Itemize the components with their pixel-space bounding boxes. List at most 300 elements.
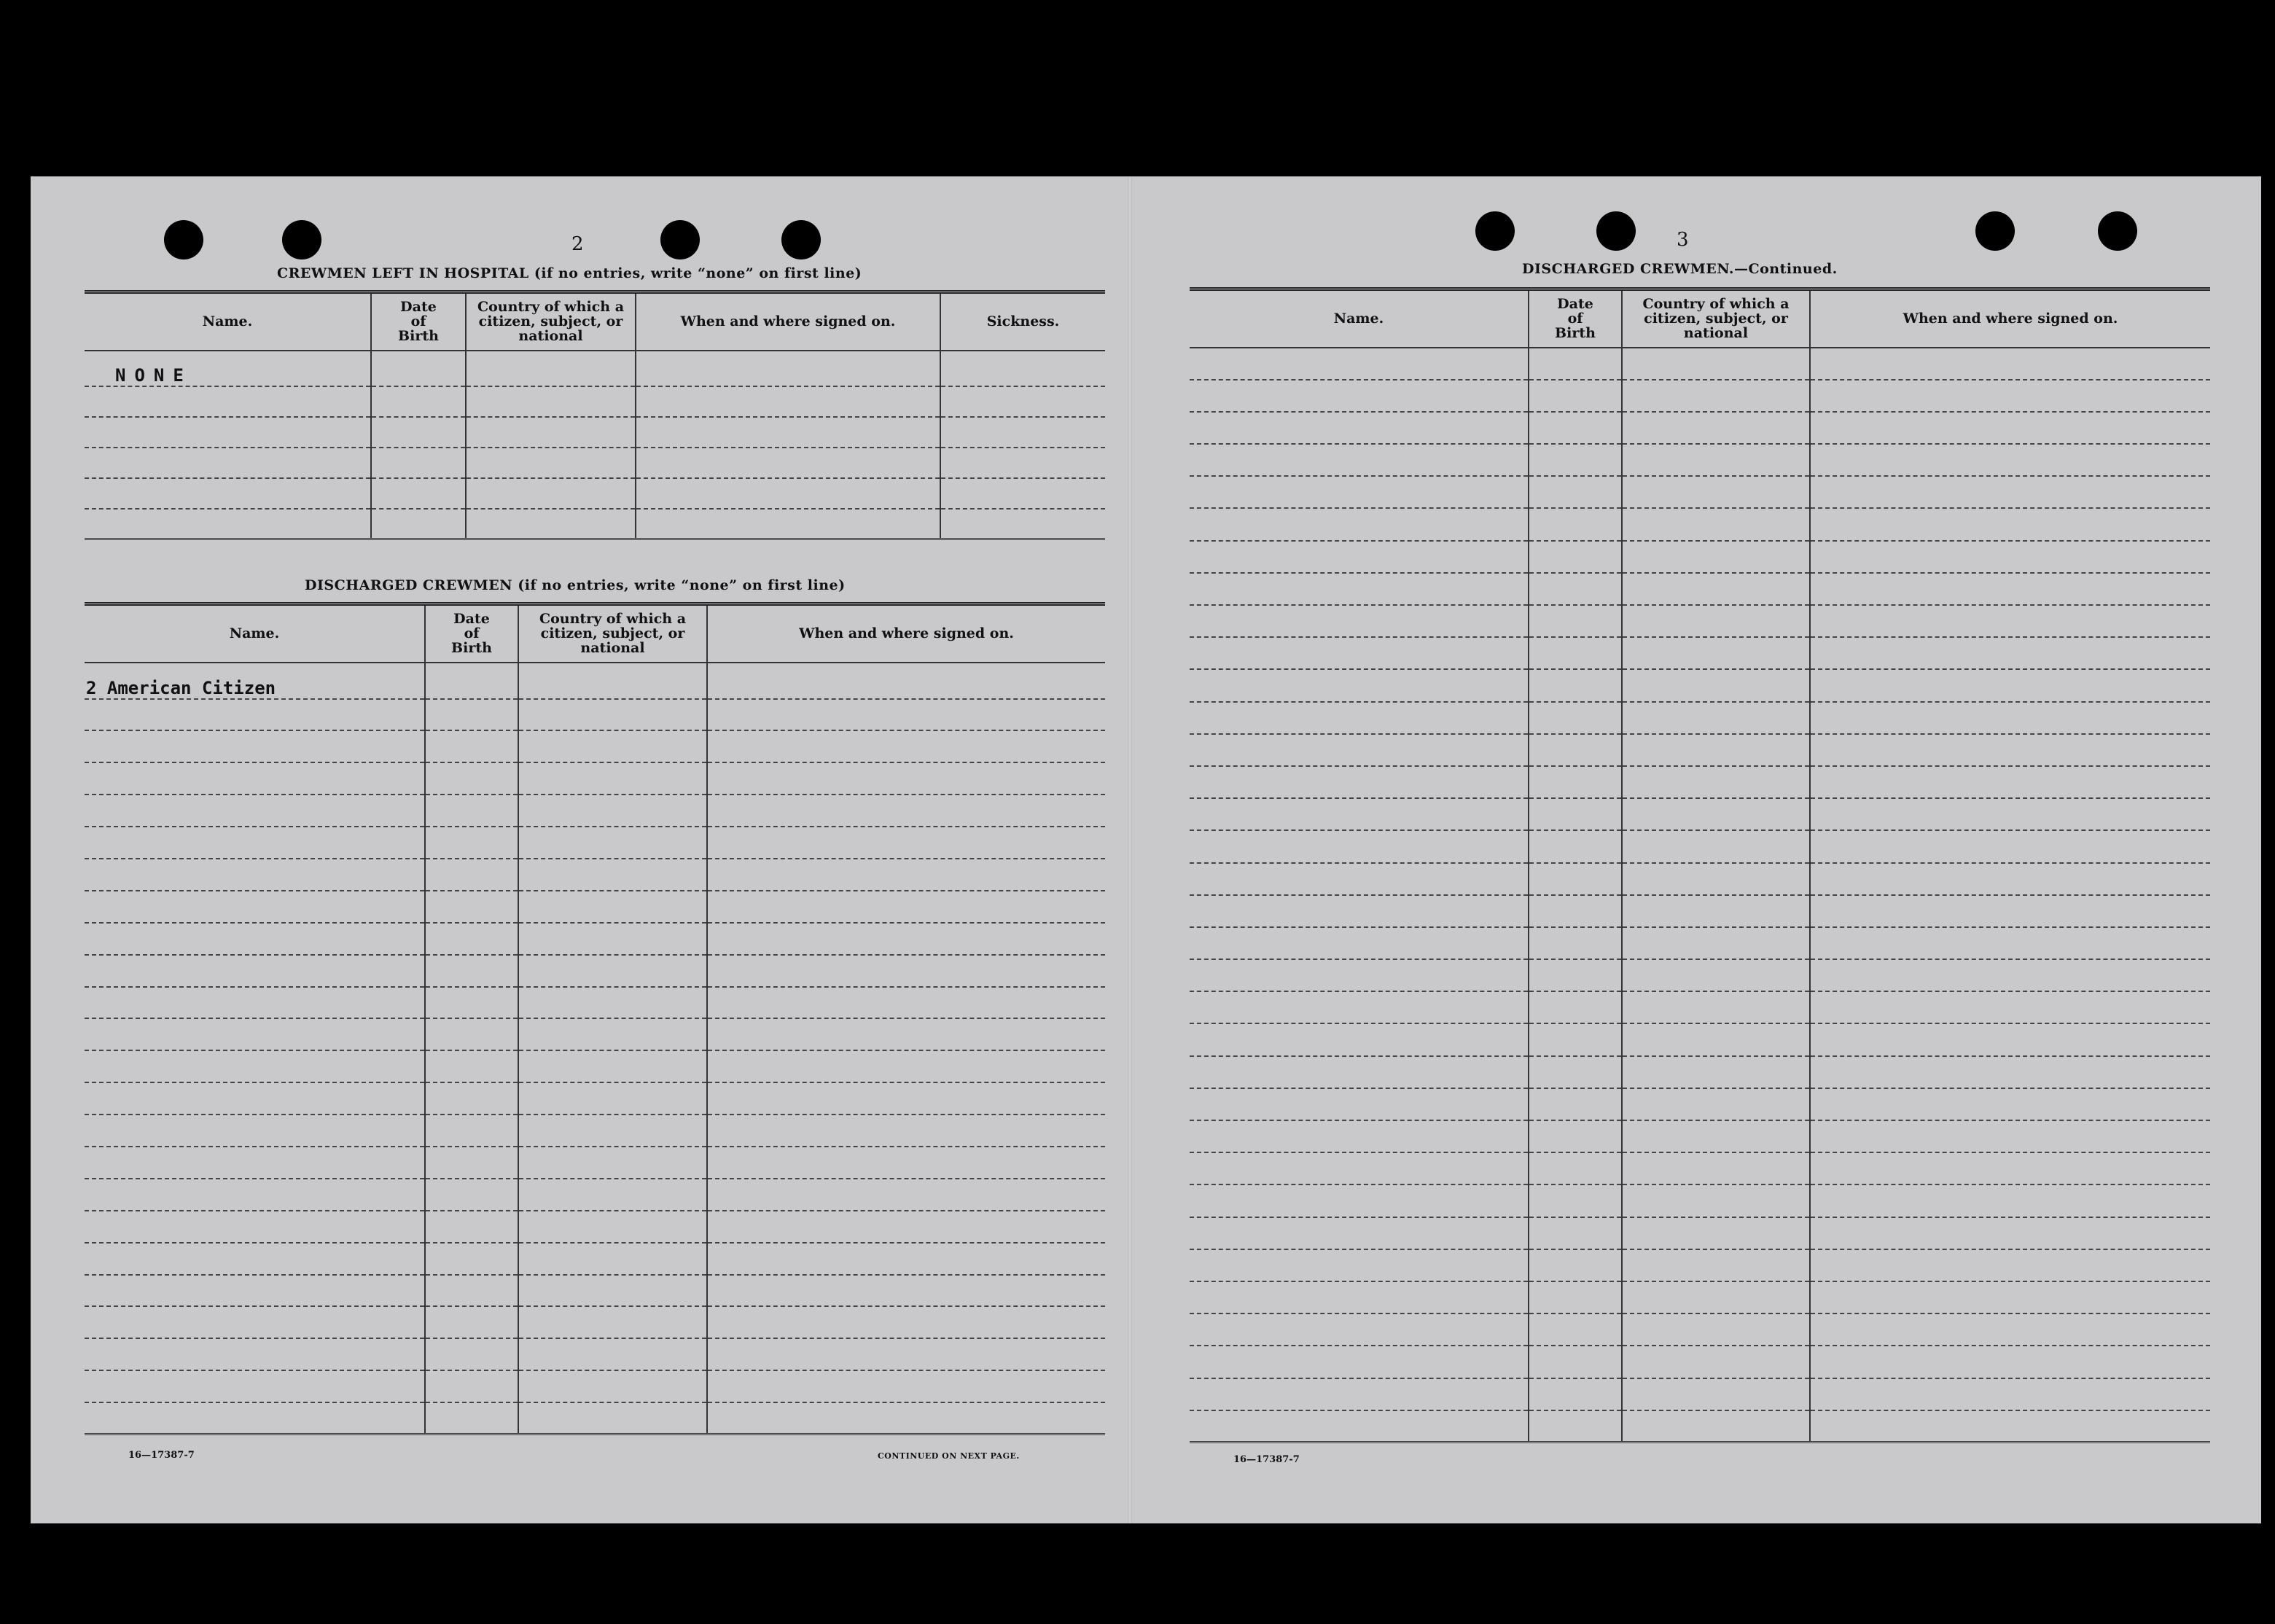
table-row — [85, 1370, 1105, 1402]
table-cell — [1190, 669, 1529, 701]
table-cell — [707, 1147, 1105, 1179]
entry-text: NONE — [115, 364, 192, 386]
table-cell — [1622, 541, 1810, 573]
table-cell — [1529, 895, 1622, 927]
table-cell — [1810, 1184, 2210, 1217]
table-cell — [1622, 895, 1810, 927]
table-cell — [1622, 830, 1810, 862]
table-row — [1190, 1217, 2210, 1249]
table-cell — [1190, 1120, 1529, 1152]
table-cell — [425, 1370, 518, 1402]
table-cell — [518, 1211, 707, 1243]
col-name: Name. — [85, 604, 425, 663]
table-cell — [425, 1114, 518, 1147]
table-row — [1190, 1313, 2210, 1346]
table-cell — [1622, 1346, 1810, 1378]
table-cell — [425, 1211, 518, 1243]
table-row — [1190, 991, 2210, 1023]
table-cell — [1622, 1120, 1810, 1152]
table-cell — [518, 762, 707, 795]
discharged-note: (if no entries, write “none” on first line) — [518, 577, 846, 593]
table-cell — [1190, 1184, 1529, 1217]
table-cell — [518, 987, 707, 1019]
form-number-left: 16—17387-7 — [128, 1450, 195, 1461]
table-row — [85, 417, 1105, 448]
table-cell — [518, 730, 707, 762]
table-cell — [85, 923, 425, 955]
table-cell — [425, 1050, 518, 1082]
table-row — [85, 1275, 1105, 1307]
table-row — [1190, 1023, 2210, 1055]
table-cell — [1622, 959, 1810, 991]
table-cell — [425, 987, 518, 1019]
table-cell — [1810, 380, 2210, 412]
table-cell — [466, 351, 636, 386]
table-cell — [85, 1275, 425, 1307]
table-cell — [1190, 380, 1529, 412]
table-cell — [707, 1338, 1105, 1370]
discharged-continued-title — [1522, 261, 1838, 277]
page-fold — [1128, 176, 1132, 1523]
table-cell — [1529, 637, 1622, 669]
table-cell — [1810, 734, 2210, 766]
table-cell — [1810, 412, 2210, 444]
table-cell — [85, 1018, 425, 1050]
table-cell — [85, 859, 425, 891]
table-cell — [1622, 476, 1810, 508]
table-cell — [425, 1147, 518, 1179]
table-cell — [1190, 573, 1529, 605]
table-cell — [425, 795, 518, 827]
table-cell — [1810, 1281, 2210, 1313]
table-cell — [1810, 991, 2210, 1023]
table-cell — [707, 891, 1105, 923]
table-cell — [518, 923, 707, 955]
table-cell — [518, 795, 707, 827]
table-cell — [425, 663, 518, 699]
table-cell — [1810, 476, 2210, 508]
table-cell — [1190, 1056, 1529, 1088]
table-cell — [518, 1147, 707, 1179]
table-cell — [1190, 1152, 1529, 1184]
table-cell — [707, 1018, 1105, 1050]
table-cell — [1190, 1249, 1529, 1281]
discharged-continued-heading: DISCHARGED CREWMEN. — [1522, 261, 1735, 277]
table-cell — [1190, 444, 1529, 476]
table-cell — [85, 1082, 425, 1114]
table-cell — [1529, 702, 1622, 734]
table-row — [1190, 830, 2210, 862]
table-cell — [1622, 766, 1810, 798]
table-cell — [1810, 541, 2210, 573]
table-cell — [518, 663, 707, 699]
table-cell — [1810, 637, 2210, 669]
table-cell — [518, 1179, 707, 1211]
table-row — [1190, 734, 2210, 766]
table-cell — [1529, 1088, 1622, 1120]
table-cell — [1810, 1313, 2210, 1346]
table-cell — [1810, 1378, 2210, 1410]
table-row — [1190, 1152, 2210, 1184]
table-cell — [1529, 444, 1622, 476]
table-cell — [1529, 959, 1622, 991]
table-cell — [1622, 1023, 1810, 1055]
table-cell — [518, 1275, 707, 1307]
table-cell — [707, 1050, 1105, 1082]
table-cell — [1190, 734, 1529, 766]
table-cell — [636, 351, 940, 386]
table-cell — [1810, 573, 2210, 605]
table-cell — [707, 987, 1105, 1019]
table-row — [85, 1050, 1105, 1082]
table-cell — [1529, 1313, 1622, 1346]
punch-hole — [1475, 211, 1515, 251]
table-cell — [1529, 1120, 1622, 1152]
table-cell — [1190, 1346, 1529, 1378]
table-cell — [707, 1243, 1105, 1275]
continued-note: CONTINUED ON NEXT PAGE. — [878, 1451, 1020, 1461]
table-cell — [1529, 412, 1622, 444]
table-cell — [1810, 1249, 2210, 1281]
table-cell — [425, 1402, 518, 1434]
col-signed-on: When and where signed on. — [636, 292, 940, 351]
table-cell — [371, 351, 466, 386]
table-cell — [1529, 766, 1622, 798]
table-cell — [1190, 605, 1529, 637]
table-cell — [425, 1179, 518, 1211]
table-cell — [1529, 1346, 1622, 1378]
table-cell — [1190, 637, 1529, 669]
table-cell — [1810, 1346, 2210, 1378]
table-row — [1190, 1249, 2210, 1281]
table-cell — [1190, 702, 1529, 734]
col-name: Name. — [85, 292, 371, 351]
table-row — [85, 987, 1105, 1019]
table-cell — [425, 891, 518, 923]
table-cell — [85, 1306, 425, 1338]
table-row — [85, 509, 1105, 539]
table-row — [85, 386, 1105, 417]
hospital-note: (if no entries, write “none” on first line) — [534, 265, 862, 281]
table-row — [85, 1114, 1105, 1147]
table-cell — [1529, 1184, 1622, 1217]
table-cell — [1190, 927, 1529, 959]
table-cell — [85, 762, 425, 795]
table-row — [1190, 508, 2210, 540]
table-cell — [425, 923, 518, 955]
table-row — [85, 478, 1105, 509]
table-cell — [1529, 830, 1622, 862]
table-cell — [1622, 927, 1810, 959]
table-row — [85, 1402, 1105, 1434]
table-row — [1190, 573, 2210, 605]
table-cell — [1622, 1378, 1810, 1410]
table-cell — [1622, 1313, 1810, 1346]
table-cell — [1529, 605, 1622, 637]
punch-hole — [1596, 211, 1636, 251]
table-cell — [85, 730, 425, 762]
table-cell — [425, 730, 518, 762]
table-row — [85, 699, 1105, 731]
table-row — [85, 1211, 1105, 1243]
table-cell — [1190, 1281, 1529, 1313]
table-cell — [85, 699, 425, 731]
table-cell — [425, 1275, 518, 1307]
table-cell — [1810, 798, 2210, 830]
table-cell — [425, 1243, 518, 1275]
table-cell — [85, 1243, 425, 1275]
table-cell — [707, 955, 1105, 987]
table-row — [1190, 412, 2210, 444]
table-cell — [425, 859, 518, 891]
table-cell — [1622, 348, 1810, 380]
table-cell — [1529, 798, 1622, 830]
table-row — [1190, 669, 2210, 701]
table-cell — [1190, 1313, 1529, 1346]
table-cell — [707, 827, 1105, 859]
table-cell — [85, 987, 425, 1019]
table-row — [1190, 1056, 2210, 1088]
table-row — [85, 1018, 1105, 1050]
table-cell — [1529, 927, 1622, 959]
table-cell — [518, 1114, 707, 1147]
table-cell — [1190, 1088, 1529, 1120]
punch-hole — [282, 220, 321, 259]
table-cell — [1622, 1281, 1810, 1313]
col-date-of-birth: Date of Birth — [371, 292, 466, 351]
table-row — [1190, 1120, 2210, 1152]
table-cell — [1810, 766, 2210, 798]
table-row — [1190, 380, 2210, 412]
table-cell — [1529, 541, 1622, 573]
continued-label: —Continued. — [1734, 261, 1838, 277]
form-number-right: 16—17387-7 — [1233, 1454, 1300, 1465]
col-country: Country of which a citizen, subject, or national — [466, 292, 636, 351]
table-cell — [1622, 637, 1810, 669]
table-cell — [1190, 1378, 1529, 1410]
table-cell — [1622, 991, 1810, 1023]
table-cell — [518, 1370, 707, 1402]
hospital-title: CREWMEN LEFT IN HOSPITAL — [277, 265, 529, 281]
entry-text: 2 American Citizen — [86, 677, 276, 698]
table-cell — [518, 699, 707, 731]
table-cell — [1622, 573, 1810, 605]
table-row — [1190, 798, 2210, 830]
table-row — [1190, 444, 2210, 476]
table-cell — [940, 351, 1105, 386]
table-cell — [1622, 605, 1810, 637]
hospital-section-title — [277, 265, 862, 281]
table-row — [85, 827, 1105, 859]
table-cell — [518, 1050, 707, 1082]
table-cell — [1190, 348, 1529, 380]
table-cell — [1529, 573, 1622, 605]
table-cell — [85, 1147, 425, 1179]
table-cell — [1529, 1056, 1622, 1088]
table-row — [1190, 605, 2210, 637]
table-cell — [425, 1082, 518, 1114]
table-cell — [1190, 895, 1529, 927]
document-sheet — [31, 176, 2261, 1523]
discharged-table — [85, 602, 1105, 1435]
table-cell — [1622, 702, 1810, 734]
table-row — [85, 795, 1105, 827]
table-cell — [85, 1402, 425, 1434]
table-row — [1190, 895, 2210, 927]
table-cell — [518, 891, 707, 923]
table-cell — [518, 1243, 707, 1275]
table-cell — [1529, 508, 1622, 540]
table-cell — [707, 663, 1105, 699]
table-cell — [1622, 669, 1810, 701]
table-cell — [1810, 605, 2210, 637]
punch-hole — [2098, 211, 2137, 251]
table-row — [1190, 348, 2210, 380]
table-cell — [1529, 734, 1622, 766]
table-cell — [707, 1370, 1105, 1402]
table-cell — [1810, 1120, 2210, 1152]
table-cell — [425, 1018, 518, 1050]
table-row — [1190, 1378, 2210, 1410]
table-cell — [1190, 508, 1529, 540]
table-cell — [1529, 1152, 1622, 1184]
page-number-left: 2 — [571, 233, 584, 255]
table-cell — [1810, 508, 2210, 540]
table-cell — [518, 859, 707, 891]
table-row — [85, 1306, 1105, 1338]
col-signed-on: When and where signed on. — [707, 604, 1105, 663]
table-cell — [1622, 444, 1810, 476]
table-cell — [425, 955, 518, 987]
table-cell — [1810, 895, 2210, 927]
table-cell — [1810, 669, 2210, 701]
table-cell — [1190, 1217, 1529, 1249]
table-cell — [1810, 959, 2210, 991]
table-cell — [1810, 1410, 2210, 1443]
table-cell — [518, 1306, 707, 1338]
table-row — [1190, 927, 2210, 959]
table-cell — [518, 1018, 707, 1050]
table-cell — [1190, 1410, 1529, 1443]
table-cell — [1622, 1217, 1810, 1249]
table-cell — [1622, 1410, 1810, 1443]
table-cell — [707, 923, 1105, 955]
table-row — [85, 955, 1105, 987]
table-row — [85, 762, 1105, 795]
table-cell — [518, 1338, 707, 1370]
table-cell — [85, 827, 425, 859]
table-cell — [85, 891, 425, 923]
table-cell — [1529, 1410, 1622, 1443]
table-cell — [1529, 1023, 1622, 1055]
table-cell — [1190, 959, 1529, 991]
table-cell — [1622, 1152, 1810, 1184]
table-cell — [1529, 669, 1622, 701]
table-cell — [1810, 444, 2210, 476]
table-row — [1190, 1088, 2210, 1120]
table-row — [85, 1147, 1105, 1179]
table-cell — [1529, 1217, 1622, 1249]
table-row — [85, 859, 1105, 891]
table-cell — [707, 1211, 1105, 1243]
table-cell — [1810, 927, 2210, 959]
table-cell — [85, 1050, 425, 1082]
table-row — [1190, 637, 2210, 669]
table-cell — [518, 955, 707, 987]
table-cell — [425, 762, 518, 795]
table-cell — [1529, 348, 1622, 380]
punch-hole — [1975, 211, 2015, 251]
table-cell — [707, 762, 1105, 795]
table-row — [85, 1243, 1105, 1275]
table-cell — [425, 827, 518, 859]
table-cell — [707, 1179, 1105, 1211]
table-cell — [1810, 1088, 2210, 1120]
table-cell — [1190, 412, 1529, 444]
table-cell — [1190, 991, 1529, 1023]
col-sickness: Sickness. — [940, 292, 1105, 351]
table-cell — [1190, 863, 1529, 895]
table-cell — [425, 699, 518, 731]
table-cell — [1529, 991, 1622, 1023]
table-cell — [1622, 798, 1810, 830]
table-cell — [707, 699, 1105, 731]
table-cell — [425, 1338, 518, 1370]
table-cell — [1529, 1281, 1622, 1313]
table-cell — [1810, 1217, 2210, 1249]
table-cell — [707, 1114, 1105, 1147]
table-row — [1190, 541, 2210, 573]
table-cell — [1810, 1023, 2210, 1055]
table-row — [85, 891, 1105, 923]
table-row — [85, 1338, 1105, 1370]
table-row — [1190, 766, 2210, 798]
table-cell — [707, 795, 1105, 827]
table-cell — [1190, 1023, 1529, 1055]
table-cell — [518, 1402, 707, 1434]
table-row — [85, 1179, 1105, 1211]
table-cell — [85, 1370, 425, 1402]
table-cell — [1810, 830, 2210, 862]
table-row — [1190, 1281, 2210, 1313]
discharged-continued-table — [1190, 287, 2210, 1443]
table-cell — [1529, 863, 1622, 895]
table-cell — [1622, 380, 1810, 412]
table-cell — [1529, 476, 1622, 508]
col-name: Name. — [1190, 289, 1529, 348]
table-row — [1190, 863, 2210, 895]
table-cell — [1810, 863, 2210, 895]
page-number-right: 3 — [1677, 229, 1689, 251]
table-cell — [1810, 348, 2210, 380]
hospital-table — [85, 290, 1105, 540]
table-cell — [1810, 1056, 2210, 1088]
table-row — [85, 923, 1105, 955]
punch-hole — [164, 220, 203, 259]
table-row — [1190, 959, 2210, 991]
table-cell — [85, 1338, 425, 1370]
hospital-first-entry — [85, 351, 371, 386]
table-cell — [1622, 1088, 1810, 1120]
discharged-title: DISCHARGED CREWMEN — [305, 577, 513, 593]
table-cell — [1529, 1378, 1622, 1410]
table-cell — [1810, 1152, 2210, 1184]
table-cell — [85, 955, 425, 987]
discharged-first-entry — [85, 663, 425, 699]
punch-hole — [781, 220, 821, 259]
table-cell — [1622, 508, 1810, 540]
table-cell — [1810, 702, 2210, 734]
